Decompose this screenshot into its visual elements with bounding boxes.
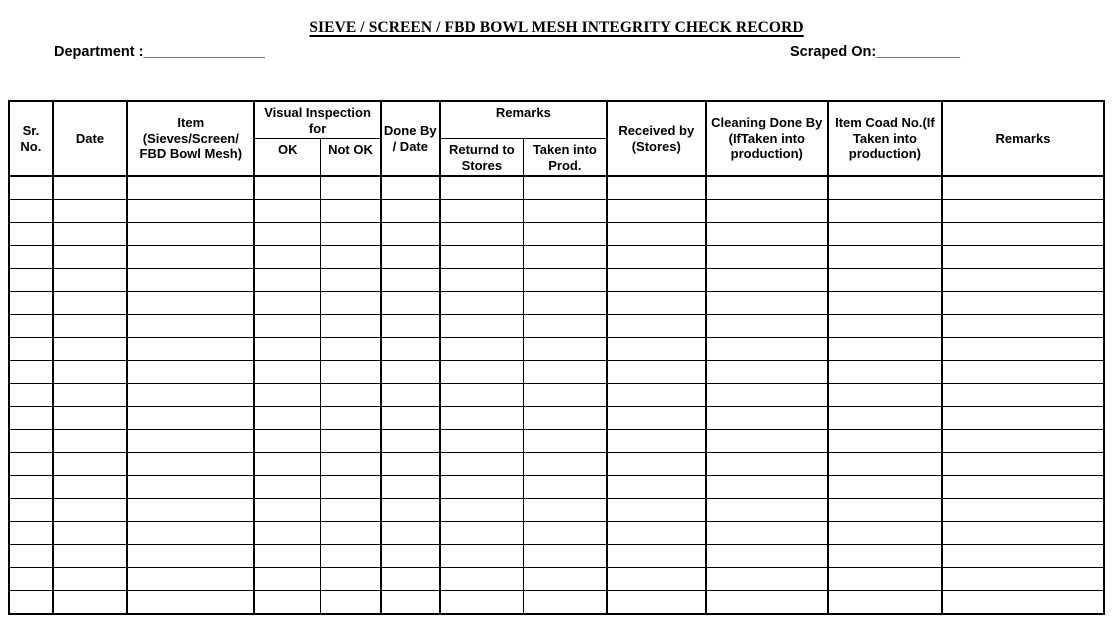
cell-item-coad-no[interactable] xyxy=(828,545,942,568)
cell-cleaning-done-by[interactable] xyxy=(706,545,828,568)
cell-item-coad-no[interactable] xyxy=(828,430,942,453)
cell-item[interactable] xyxy=(127,476,254,499)
cell-done-by-date[interactable] xyxy=(381,522,440,545)
cell-returnd-to-stores[interactable] xyxy=(440,591,524,615)
cell-visual-not-ok[interactable] xyxy=(321,292,381,315)
table-row xyxy=(9,407,1104,430)
cell-visual-not-ok[interactable] xyxy=(321,176,381,200)
cell-returnd-to-stores[interactable] xyxy=(440,568,524,591)
cell-date[interactable] xyxy=(53,176,127,200)
cell-item-coad-no[interactable] xyxy=(828,384,942,407)
cell-remarks-last[interactable] xyxy=(942,522,1104,545)
cell-returnd-to-stores[interactable] xyxy=(440,430,524,453)
cell-taken-into-prod[interactable] xyxy=(523,200,607,223)
cell-visual-ok[interactable] xyxy=(254,338,320,361)
cell-item-coad-no[interactable] xyxy=(828,361,942,384)
cell-date[interactable] xyxy=(53,269,127,292)
cell-cleaning-done-by[interactable] xyxy=(706,200,828,223)
record-table-wrapper xyxy=(8,100,1105,615)
cell-remarks-last[interactable] xyxy=(942,176,1104,200)
cell-date[interactable] xyxy=(53,499,127,522)
cell-remarks-last[interactable] xyxy=(942,407,1104,430)
cell-taken-into-prod[interactable] xyxy=(523,223,607,246)
cell-date[interactable] xyxy=(53,545,127,568)
cell-visual-ok[interactable] xyxy=(254,453,320,476)
cell-done-by-date[interactable] xyxy=(381,361,440,384)
cell-item[interactable] xyxy=(127,246,254,269)
cell-item-coad-no[interactable] xyxy=(828,246,942,269)
cell-taken-into-prod[interactable] xyxy=(523,315,607,338)
table-row xyxy=(9,568,1104,591)
cell-cleaning-done-by[interactable] xyxy=(706,499,828,522)
header-visual-inspection: Visual Inspection for xyxy=(254,101,380,139)
cell-taken-into-prod[interactable] xyxy=(523,338,607,361)
cell-item-coad-no[interactable] xyxy=(828,522,942,545)
cell-done-by-date[interactable] xyxy=(381,269,440,292)
cell-received-by-stores[interactable] xyxy=(607,338,706,361)
cell-visual-ok[interactable] xyxy=(254,223,320,246)
cell-cleaning-done-by[interactable] xyxy=(706,361,828,384)
cell-received-by-stores[interactable] xyxy=(607,591,706,615)
cell-visual-ok[interactable] xyxy=(254,176,320,200)
cell-cleaning-done-by[interactable] xyxy=(706,384,828,407)
cell-sr-no[interactable] xyxy=(9,499,53,522)
cell-done-by-date[interactable] xyxy=(381,545,440,568)
cell-date[interactable] xyxy=(53,407,127,430)
cell-cleaning-done-by[interactable] xyxy=(706,269,828,292)
cell-cleaning-done-by[interactable] xyxy=(706,176,828,200)
cell-remarks-last[interactable] xyxy=(942,430,1104,453)
cell-visual-ok[interactable] xyxy=(254,545,320,568)
header-remarks-group: Remarks xyxy=(440,101,607,139)
cell-date[interactable] xyxy=(53,453,127,476)
cell-returnd-to-stores[interactable] xyxy=(440,476,524,499)
cell-item[interactable] xyxy=(127,338,254,361)
cell-visual-ok[interactable] xyxy=(254,591,320,615)
header-taken-into-prod: Taken into Prod. xyxy=(523,139,607,177)
cell-visual-not-ok[interactable] xyxy=(321,568,381,591)
cell-visual-not-ok[interactable] xyxy=(321,246,381,269)
cell-cleaning-done-by[interactable] xyxy=(706,476,828,499)
cell-visual-ok[interactable] xyxy=(254,522,320,545)
cell-visual-not-ok[interactable] xyxy=(321,499,381,522)
cell-item[interactable] xyxy=(127,453,254,476)
cell-sr-no[interactable] xyxy=(9,407,53,430)
table-row xyxy=(9,453,1104,476)
table-row xyxy=(9,269,1104,292)
table-row xyxy=(9,246,1104,269)
cell-date[interactable] xyxy=(53,591,127,615)
cell-received-by-stores[interactable] xyxy=(607,200,706,223)
cell-date[interactable] xyxy=(53,246,127,269)
cell-remarks-last[interactable] xyxy=(942,568,1104,591)
cell-sr-no[interactable] xyxy=(9,430,53,453)
table-row xyxy=(9,499,1104,522)
cell-done-by-date[interactable] xyxy=(381,453,440,476)
cell-sr-no[interactable] xyxy=(9,384,53,407)
cell-remarks-last[interactable] xyxy=(942,453,1104,476)
cell-remarks-last[interactable] xyxy=(942,384,1104,407)
cell-taken-into-prod[interactable] xyxy=(523,246,607,269)
cell-done-by-date[interactable] xyxy=(381,499,440,522)
header-visual-ok: OK xyxy=(254,139,320,177)
cell-cleaning-done-by[interactable] xyxy=(706,338,828,361)
cell-date[interactable] xyxy=(53,223,127,246)
cell-received-by-stores[interactable] xyxy=(607,384,706,407)
cell-returnd-to-stores[interactable] xyxy=(440,407,524,430)
cell-cleaning-done-by[interactable] xyxy=(706,430,828,453)
cell-returnd-to-stores[interactable] xyxy=(440,315,524,338)
table-row xyxy=(9,361,1104,384)
cell-date[interactable] xyxy=(53,315,127,338)
cell-returnd-to-stores[interactable] xyxy=(440,176,524,200)
cell-item[interactable] xyxy=(127,430,254,453)
cell-sr-no[interactable] xyxy=(9,315,53,338)
cell-taken-into-prod[interactable] xyxy=(523,522,607,545)
cell-visual-ok[interactable] xyxy=(254,246,320,269)
cell-returnd-to-stores[interactable] xyxy=(440,361,524,384)
cell-visual-not-ok[interactable] xyxy=(321,223,381,246)
cell-item[interactable] xyxy=(127,568,254,591)
cell-visual-not-ok[interactable] xyxy=(321,384,381,407)
cell-cleaning-done-by[interactable] xyxy=(706,315,828,338)
cell-date[interactable] xyxy=(53,568,127,591)
table-row xyxy=(9,476,1104,499)
cell-cleaning-done-by[interactable] xyxy=(706,407,828,430)
cell-date[interactable] xyxy=(53,522,127,545)
cell-visual-not-ok[interactable] xyxy=(321,545,381,568)
cell-remarks-last[interactable] xyxy=(942,499,1104,522)
cell-visual-ok[interactable] xyxy=(254,292,320,315)
cell-item[interactable] xyxy=(127,545,254,568)
cell-visual-not-ok[interactable] xyxy=(321,591,381,615)
header-sr-no: Sr. No. xyxy=(9,101,53,176)
table-header-row-1 xyxy=(9,101,1104,139)
cell-sr-no[interactable] xyxy=(9,223,53,246)
header-done-by-date: Done By / Date xyxy=(381,101,440,176)
cell-visual-not-ok[interactable] xyxy=(321,476,381,499)
cell-visual-not-ok[interactable] xyxy=(321,430,381,453)
cell-done-by-date[interactable] xyxy=(381,476,440,499)
cell-taken-into-prod[interactable] xyxy=(523,545,607,568)
department-blank-line[interactable]: ________________ xyxy=(143,44,265,60)
cell-remarks-last[interactable] xyxy=(942,200,1104,223)
cell-taken-into-prod[interactable] xyxy=(523,269,607,292)
cell-visual-ok[interactable] xyxy=(254,407,320,430)
cell-returnd-to-stores[interactable] xyxy=(440,223,524,246)
cell-returnd-to-stores[interactable] xyxy=(440,246,524,269)
table-row xyxy=(9,430,1104,453)
cell-done-by-date[interactable] xyxy=(381,430,440,453)
department-label: Department : xyxy=(54,44,144,60)
cell-cleaning-done-by[interactable] xyxy=(706,568,828,591)
cell-cleaning-done-by[interactable] xyxy=(706,522,828,545)
table-row xyxy=(9,384,1104,407)
table-row xyxy=(9,545,1104,568)
title-row xyxy=(0,0,1113,36)
cell-taken-into-prod[interactable] xyxy=(523,407,607,430)
cell-item-coad-no[interactable] xyxy=(828,476,942,499)
cell-received-by-stores[interactable] xyxy=(607,176,706,200)
cell-received-by-stores[interactable] xyxy=(607,407,706,430)
cell-received-by-stores[interactable] xyxy=(607,315,706,338)
cell-remarks-last[interactable] xyxy=(942,338,1104,361)
record-table xyxy=(8,100,1105,615)
cell-visual-ok[interactable] xyxy=(254,269,320,292)
cell-item[interactable] xyxy=(127,176,254,200)
cell-received-by-stores[interactable] xyxy=(607,430,706,453)
cell-sr-no[interactable] xyxy=(9,200,53,223)
cell-item-coad-no[interactable] xyxy=(828,407,942,430)
header-visual-not-ok: Not OK xyxy=(321,139,381,177)
cell-received-by-stores[interactable] xyxy=(607,568,706,591)
page-title: SIEVE / SCREEN / FBD BOWL MESH INTEGRITY CHECK RECORD xyxy=(309,19,804,36)
cell-item-coad-no[interactable] xyxy=(828,591,942,615)
cell-taken-into-prod[interactable] xyxy=(523,384,607,407)
table-row xyxy=(9,200,1104,223)
cell-received-by-stores[interactable] xyxy=(607,223,706,246)
cell-item[interactable] xyxy=(127,315,254,338)
cell-done-by-date[interactable] xyxy=(381,200,440,223)
cell-visual-not-ok[interactable] xyxy=(321,269,381,292)
cell-sr-no[interactable] xyxy=(9,453,53,476)
cell-sr-no[interactable] xyxy=(9,338,53,361)
cell-visual-not-ok[interactable] xyxy=(321,361,381,384)
cell-cleaning-done-by[interactable] xyxy=(706,591,828,615)
cell-item[interactable] xyxy=(127,499,254,522)
cell-date[interactable] xyxy=(53,361,127,384)
cell-done-by-date[interactable] xyxy=(381,407,440,430)
cell-done-by-date[interactable] xyxy=(381,292,440,315)
cell-visual-not-ok[interactable] xyxy=(321,522,381,545)
table-row xyxy=(9,522,1104,545)
cell-received-by-stores[interactable] xyxy=(607,292,706,315)
cell-visual-not-ok[interactable] xyxy=(321,200,381,223)
cell-visual-not-ok[interactable] xyxy=(321,453,381,476)
cell-sr-no[interactable] xyxy=(9,246,53,269)
cell-received-by-stores[interactable] xyxy=(607,453,706,476)
cell-remarks-last[interactable] xyxy=(942,361,1104,384)
table-row xyxy=(9,223,1104,246)
cell-returnd-to-stores[interactable] xyxy=(440,545,524,568)
cell-done-by-date[interactable] xyxy=(381,223,440,246)
cell-item-coad-no[interactable] xyxy=(828,453,942,476)
cell-done-by-date[interactable] xyxy=(381,176,440,200)
cell-sr-no[interactable] xyxy=(9,176,53,200)
cell-sr-no[interactable] xyxy=(9,269,53,292)
cell-received-by-stores[interactable] xyxy=(607,361,706,384)
cell-returnd-to-stores[interactable] xyxy=(440,453,524,476)
cell-item[interactable] xyxy=(127,223,254,246)
cell-taken-into-prod[interactable] xyxy=(523,476,607,499)
cell-received-by-stores[interactable] xyxy=(607,269,706,292)
cell-remarks-last[interactable] xyxy=(942,591,1104,615)
cell-date[interactable] xyxy=(53,384,127,407)
cell-taken-into-prod[interactable] xyxy=(523,591,607,615)
header-item-coad-no: Item Coad No.(If Taken into production) xyxy=(828,101,942,176)
cell-visual-ok[interactable] xyxy=(254,499,320,522)
cell-item[interactable] xyxy=(127,200,254,223)
header-remarks-last: Remarks xyxy=(942,101,1104,176)
cell-done-by-date[interactable] xyxy=(381,568,440,591)
cell-item[interactable] xyxy=(127,384,254,407)
cell-item-coad-no[interactable] xyxy=(828,176,942,200)
cell-visual-ok[interactable] xyxy=(254,200,320,223)
cell-visual-not-ok[interactable] xyxy=(321,315,381,338)
cell-done-by-date[interactable] xyxy=(381,246,440,269)
header-item: Item (Sieves/Screen/ FBD Bowl Mesh) xyxy=(127,101,254,176)
cell-received-by-stores[interactable] xyxy=(607,545,706,568)
cell-item-coad-no[interactable] xyxy=(828,292,942,315)
cell-date[interactable] xyxy=(53,430,127,453)
cell-returnd-to-stores[interactable] xyxy=(440,384,524,407)
cell-cleaning-done-by[interactable] xyxy=(706,246,828,269)
cell-taken-into-prod[interactable] xyxy=(523,292,607,315)
cell-item-coad-no[interactable] xyxy=(828,315,942,338)
cell-visual-ok[interactable] xyxy=(254,384,320,407)
cell-taken-into-prod[interactable] xyxy=(523,453,607,476)
table-row xyxy=(9,176,1104,200)
cell-taken-into-prod[interactable] xyxy=(523,176,607,200)
department-field xyxy=(54,44,264,60)
cell-sr-no[interactable] xyxy=(9,361,53,384)
cell-remarks-last[interactable] xyxy=(942,269,1104,292)
table-row xyxy=(9,338,1104,361)
cell-item-coad-no[interactable] xyxy=(828,269,942,292)
cell-returnd-to-stores[interactable] xyxy=(440,269,524,292)
cell-item[interactable] xyxy=(127,361,254,384)
cell-item-coad-no[interactable] xyxy=(828,499,942,522)
cell-date[interactable] xyxy=(53,338,127,361)
cell-returnd-to-stores[interactable] xyxy=(440,338,524,361)
table-row xyxy=(9,292,1104,315)
cell-remarks-last[interactable] xyxy=(942,223,1104,246)
cell-remarks-last[interactable] xyxy=(942,315,1104,338)
scraped-on-field xyxy=(790,44,959,60)
cell-returnd-to-stores[interactable] xyxy=(440,200,524,223)
cell-date[interactable] xyxy=(53,476,127,499)
cell-done-by-date[interactable] xyxy=(381,591,440,615)
cell-cleaning-done-by[interactable] xyxy=(706,453,828,476)
cell-taken-into-prod[interactable] xyxy=(523,430,607,453)
cell-item[interactable] xyxy=(127,591,254,615)
cell-visual-ok[interactable] xyxy=(254,568,320,591)
table-body xyxy=(9,176,1104,614)
header-cleaning-done-by: Cleaning Done By (IfTaken into production) xyxy=(706,101,828,176)
meta-fields-row xyxy=(0,41,1113,81)
cell-returnd-to-stores[interactable] xyxy=(440,499,524,522)
header-received-by-stores: Received by (Stores) xyxy=(607,101,706,176)
cell-date[interactable] xyxy=(53,200,127,223)
cell-received-by-stores[interactable] xyxy=(607,246,706,269)
table-header xyxy=(9,101,1104,176)
cell-received-by-stores[interactable] xyxy=(607,476,706,499)
cell-date[interactable] xyxy=(53,292,127,315)
cell-returnd-to-stores[interactable] xyxy=(440,292,524,315)
cell-sr-no[interactable] xyxy=(9,568,53,591)
cell-remarks-last[interactable] xyxy=(942,545,1104,568)
cell-sr-no[interactable] xyxy=(9,522,53,545)
header-date: Date xyxy=(53,101,127,176)
cell-visual-not-ok[interactable] xyxy=(321,338,381,361)
cell-received-by-stores[interactable] xyxy=(607,522,706,545)
scraped-on-label: Scraped On: xyxy=(790,44,877,60)
table-row xyxy=(9,315,1104,338)
cell-remarks-last[interactable] xyxy=(942,476,1104,499)
cell-item-coad-no[interactable] xyxy=(828,568,942,591)
cell-remarks-last[interactable] xyxy=(942,246,1104,269)
cell-item-coad-no[interactable] xyxy=(828,223,942,246)
header-returnd-to-stores: Returnd to Stores xyxy=(440,139,524,177)
cell-sr-no[interactable] xyxy=(9,292,53,315)
cell-visual-ok[interactable] xyxy=(254,361,320,384)
cell-visual-ok[interactable] xyxy=(254,315,320,338)
cell-sr-no[interactable] xyxy=(9,545,53,568)
cell-done-by-date[interactable] xyxy=(381,338,440,361)
cell-item-coad-no[interactable] xyxy=(828,200,942,223)
scraped-on-blank-line[interactable]: ___________ xyxy=(876,44,960,60)
cell-visual-ok[interactable] xyxy=(254,476,320,499)
cell-sr-no[interactable] xyxy=(9,476,53,499)
cell-cleaning-done-by[interactable] xyxy=(706,223,828,246)
cell-taken-into-prod[interactable] xyxy=(523,361,607,384)
cell-done-by-date[interactable] xyxy=(381,315,440,338)
cell-item[interactable] xyxy=(127,269,254,292)
cell-taken-into-prod[interactable] xyxy=(523,568,607,591)
cell-cleaning-done-by[interactable] xyxy=(706,292,828,315)
cell-received-by-stores[interactable] xyxy=(607,499,706,522)
cell-done-by-date[interactable] xyxy=(381,384,440,407)
cell-item-coad-no[interactable] xyxy=(828,338,942,361)
cell-taken-into-prod[interactable] xyxy=(523,499,607,522)
cell-visual-ok[interactable] xyxy=(254,430,320,453)
cell-item[interactable] xyxy=(127,292,254,315)
table-row xyxy=(9,591,1104,615)
cell-item[interactable] xyxy=(127,407,254,430)
cell-sr-no[interactable] xyxy=(9,591,53,615)
cell-item[interactable] xyxy=(127,522,254,545)
cell-remarks-last[interactable] xyxy=(942,292,1104,315)
cell-returnd-to-stores[interactable] xyxy=(440,522,524,545)
cell-visual-not-ok[interactable] xyxy=(321,407,381,430)
